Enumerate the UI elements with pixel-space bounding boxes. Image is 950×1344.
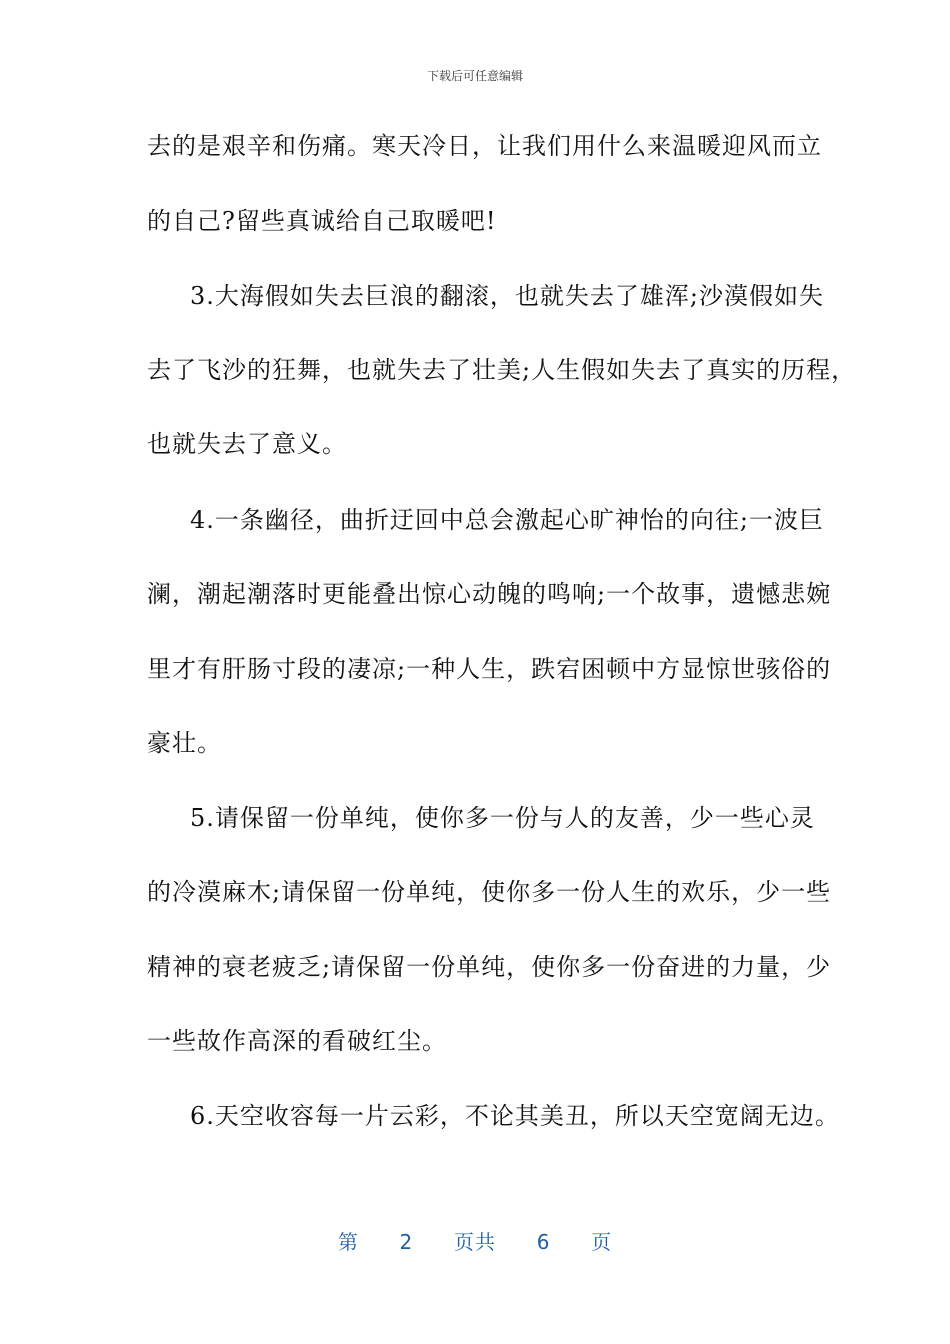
body-line: 3.大海假如失去巨浪的翻滚，也就失去了雄浑;沙漠假如失 [190, 282, 824, 310]
body-line: 里才有肝肠寸段的凄凉;一种人生，跌宕困顿中方显惊世骇俗的 [147, 655, 832, 683]
body-line: 豪壮。 [147, 729, 222, 757]
body-line: 6.天空收容每一片云彩，不论其美丑，所以天空宽阔无边。 [190, 1102, 840, 1130]
footer-suffix: 页 [591, 1230, 613, 1254]
footer-page-number: 2 [399, 1230, 414, 1254]
header-note: 下载后可任意编辑 [426, 69, 523, 83]
body-line: 4.一条幽径，曲折迂回中总会激起心旷神怡的向往;一波巨 [190, 506, 824, 534]
body-line: 澜，潮起潮落时更能叠出惊心动魄的鸣响;一个故事，遗憾悲婉 [147, 580, 832, 608]
body-line: 的自己?留些真诚给自己取暖吧! [147, 207, 497, 235]
footer-prefix: 第 [337, 1230, 359, 1254]
body-line: 的冷漠麻木;请保留一份单纯，使你多一份人生的欢乐，少一些 [147, 878, 832, 906]
body-line: 去的是艰辛和伤痛。寒天冷日，让我们用什么来温暖迎风而立 [147, 132, 822, 160]
body-line: 5.请保留一份单纯，使你多一份与人的友善，少一些心灵 [190, 804, 815, 832]
page-footer [0, 1226, 950, 1255]
footer-middle: 页共 [454, 1230, 496, 1254]
body-line: 一些故作高深的看破红尘。 [147, 1027, 447, 1055]
body-line: 去了飞沙的狂舞，也就失去了壮美;人生假如失去了真实的历程， [147, 356, 857, 384]
body-line: 也就失去了意义。 [147, 430, 347, 458]
footer-total-pages: 6 [536, 1230, 551, 1254]
body-line: 精神的衰老疲乏;请保留一份单纯，使你多一份奋进的力量，少 [147, 953, 832, 981]
